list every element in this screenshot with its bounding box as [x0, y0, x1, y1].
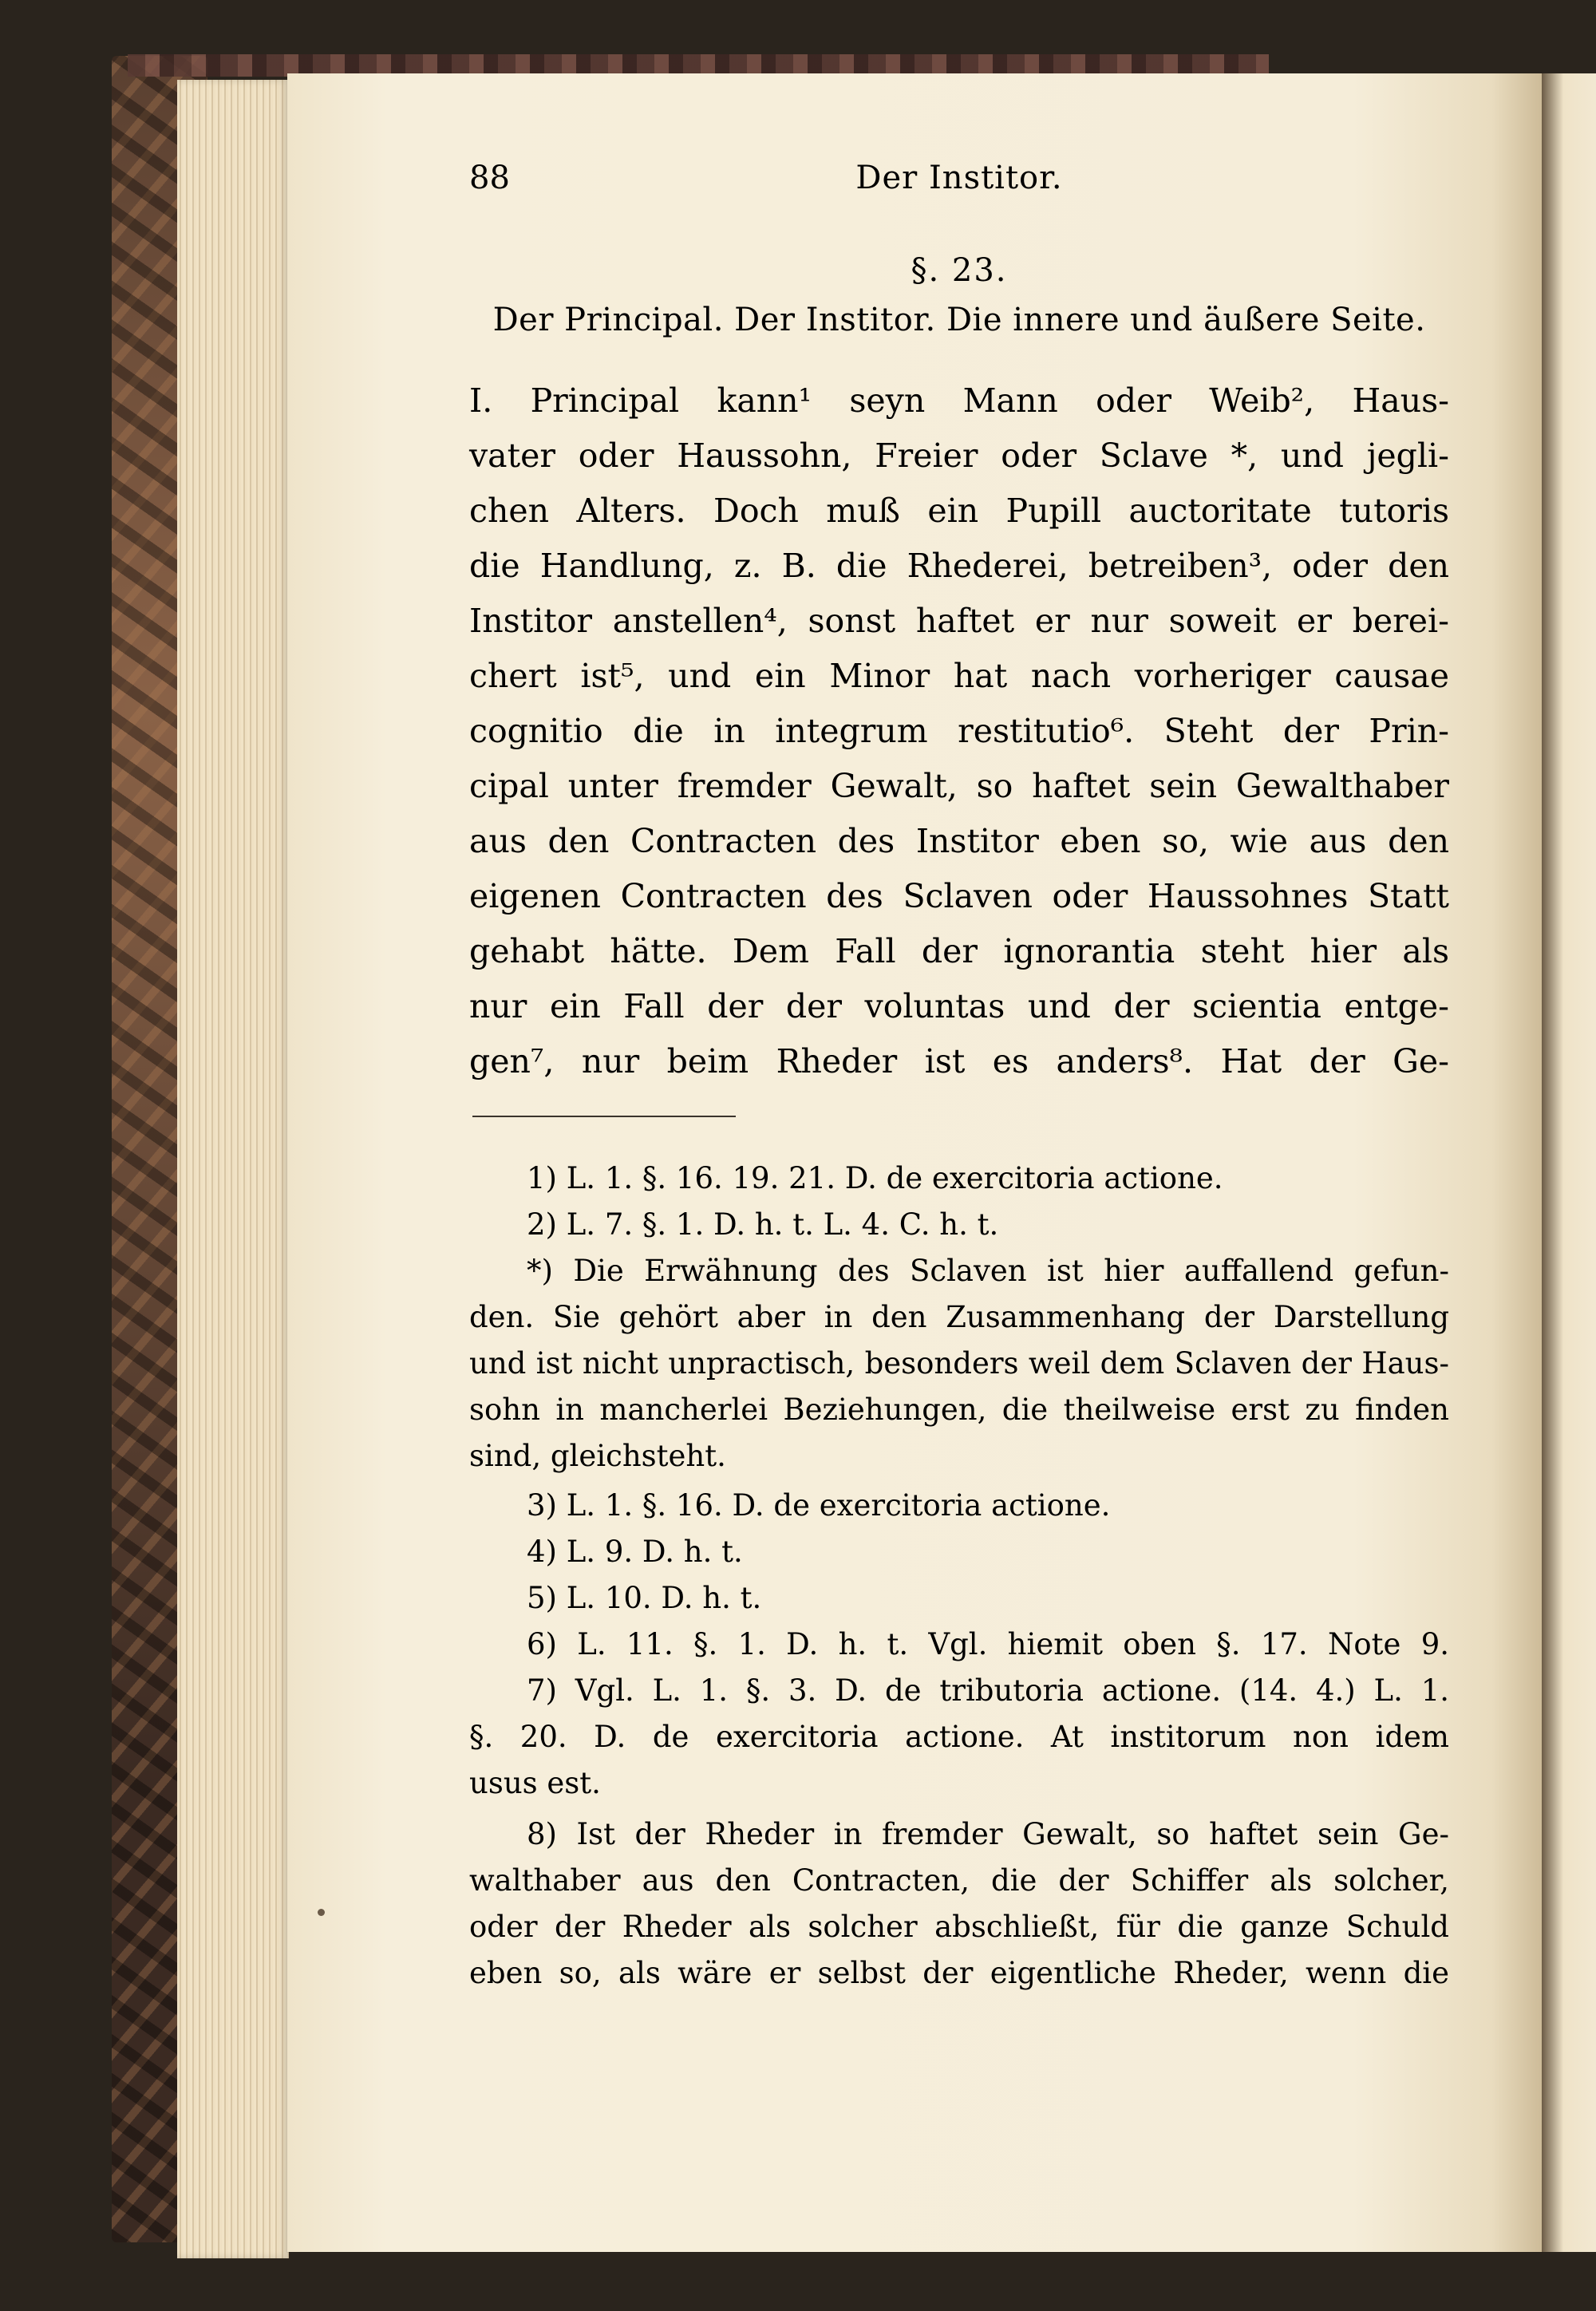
body-line: Institor anstellen⁴, sonst haftet er nur soweit er berei- — [469, 602, 1449, 640]
footnote-line: und ist nicht unpractisch, besonders weil dem Sclaven der Haus- — [469, 1346, 1449, 1381]
footnote-line: 5) L. 10. D. h. t. — [527, 1581, 762, 1615]
body-line: cipal unter fremder Gewalt, so haftet sein Gewalthaber — [469, 767, 1449, 805]
body-line: chert ist⁵, und ein Minor hat nach vorheriger causae — [469, 657, 1449, 695]
body-line: chen Alters. Doch muß ein Pupill auctoritate tutoris — [469, 492, 1449, 530]
facing-page-edge — [1542, 73, 1596, 2252]
section-number: §. 23. — [911, 252, 1008, 289]
footnote-line: den. Sie gehört aber in den Zusammenhang der Darstellung — [469, 1300, 1449, 1334]
body-line: aus den Contracten des Institor eben so, wie aus den — [469, 822, 1449, 860]
body-line: vater oder Haussohn, Freier oder Sclave *, und jegli- — [469, 437, 1449, 475]
footnote-line: walthaber aus den Contracten, die der Schiffer als solcher, — [469, 1863, 1449, 1898]
section-heading: Der Principal. Der Institor. Die innere und äußere Seite. — [492, 302, 1426, 338]
body-line: gehabt hätte. Dem Fall der ignorantia steht hier als — [469, 932, 1449, 970]
running-title: Der Institor. — [855, 160, 1063, 196]
page-header — [469, 160, 1449, 207]
body-line: gen⁷, nur beim Rheder ist es anders⁸. Hat der Ge- — [469, 1042, 1449, 1080]
footnote-line: 3) L. 1. §. 16. D. de exercitoria actione. — [527, 1488, 1111, 1523]
body-line: I. Principal kann¹ seyn Mann oder Weib², Haus- — [469, 381, 1449, 420]
footnote-line: 8) Ist der Rheder in fremder Gewalt, so haftet sein Ge- — [527, 1817, 1449, 1851]
footnote-separator — [472, 1116, 736, 1117]
footnote-line: *) Die Erwähnung des Sclaven ist hier auffallend gefun- — [527, 1254, 1449, 1288]
footnote-line: usus est. — [469, 1766, 601, 1800]
footnote-line: 1) L. 1. §. 16. 19. 21. D. de exercitoria actione. — [527, 1161, 1223, 1195]
footnote-line: 7) Vgl. L. 1. §. 3. D. de tributoria actione. (14. 4.) L. 1. — [527, 1673, 1449, 1708]
footnote-line: eben so, als wäre er selbst der eigentliche Rheder, wenn die — [469, 1956, 1449, 1990]
footnote-line: sind, gleichsteht. — [469, 1439, 726, 1473]
footnote-line: 4) L. 9. D. h. t. — [527, 1535, 743, 1569]
footnote-line: §. 20. D. de exercitoria actione. At institorum non idem — [469, 1720, 1449, 1754]
body-line: die Handlung, z. B. die Rhederei, betreiben³, oder den — [469, 547, 1449, 585]
body-line: eigenen Contracten des Sclaven oder Haussohnes Statt — [469, 877, 1449, 915]
page-blemish — [318, 1909, 325, 1916]
body-line: nur ein Fall der der voluntas und der scientia entge- — [469, 987, 1449, 1025]
footnote-line: 2) L. 7. §. 1. D. h. t. L. 4. C. h. t. — [527, 1207, 999, 1242]
footnote-line: sohn in mancherlei Beziehungen, die theilweise erst zu finden — [469, 1393, 1449, 1427]
page-edges — [177, 80, 289, 2258]
footnote-line: 6) L. 11. §. 1. D. h. t. Vgl. hiemit oben §. 17. Note 9. — [527, 1627, 1449, 1661]
body-line: cognitio die in integrum restitutio⁶. Steht der Prin- — [469, 712, 1449, 750]
page-number: 88 — [469, 160, 510, 196]
footnote-line: oder der Rheder als solcher abschließt, für die ganze Schuld — [469, 1910, 1449, 1944]
